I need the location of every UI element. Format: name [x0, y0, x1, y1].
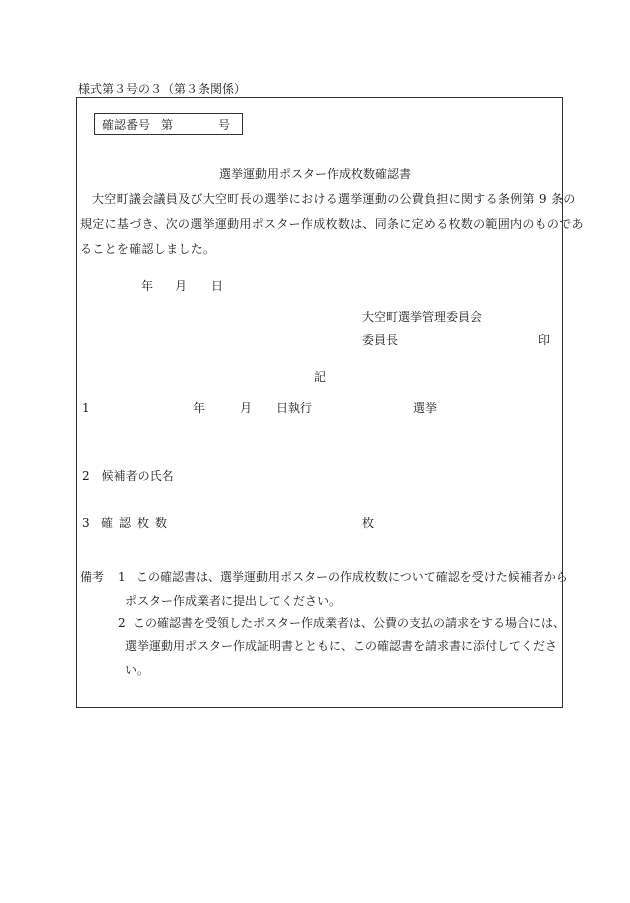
note2-number: 2 [118, 616, 126, 630]
note2-line1: この確認書を受領したポスター作成業者は、公費の支払の請求をする場合には、 [133, 616, 566, 630]
item3-number: 3 [82, 516, 90, 530]
body-line-1: 大空町議会議員及び大空町長の選挙における選挙運動の公費負担に関する条例第 9 条の [92, 192, 576, 206]
confirmation-number-label: 確認番号 [102, 118, 151, 132]
item1-number: 1 [82, 401, 90, 415]
date-month: 月 [175, 279, 188, 293]
date-year: 年 [141, 279, 154, 293]
item3-label: 確認枚数 [101, 516, 174, 530]
confirmation-dai: 第 [161, 118, 174, 132]
item2-candidate-name: 2 候補者の氏名 [82, 469, 174, 483]
item1-election: 選挙 [413, 401, 438, 415]
ki-heading: 記 [313, 370, 326, 384]
body-line-3: ることを確認しました。 [80, 242, 216, 256]
notes-heading: 備考 [80, 570, 105, 584]
issuer-chair: 委員長 [362, 333, 399, 347]
note1-line1: この確認書は、選挙運動用ポスターの作成枚数について確認を受けた候補者から [136, 570, 568, 584]
form-number: 様式第３号の３（第３条関係） [78, 82, 247, 96]
item1-month: 月 [240, 401, 253, 415]
item3-unit: 枚 [362, 516, 375, 530]
note2-line3: い。 [125, 663, 150, 677]
seal-mark: 印 [538, 333, 551, 347]
note2-line2: 選挙運動用ポスター作成証明書とともに、この確認書を請求書に添付してくださ [125, 639, 558, 653]
note1-line2: ポスター作成業者に提出してください。 [125, 594, 342, 608]
date-day: 日 [211, 279, 224, 293]
document-title: 選挙運動用ポスター作成枚数確認書 [218, 167, 411, 181]
issuer-org: 大空町選挙管理委員会 [362, 310, 483, 324]
item1-day: 日執行 [276, 401, 313, 415]
item1-year: 年 [193, 401, 206, 415]
note1-number: 1 [118, 570, 126, 584]
body-line-2: 規定に基づき、次の選挙運動用ポスター作成枚数は、同条に定める枚数の範囲内のものであ [80, 217, 584, 231]
confirmation-go: 号 [218, 118, 231, 132]
